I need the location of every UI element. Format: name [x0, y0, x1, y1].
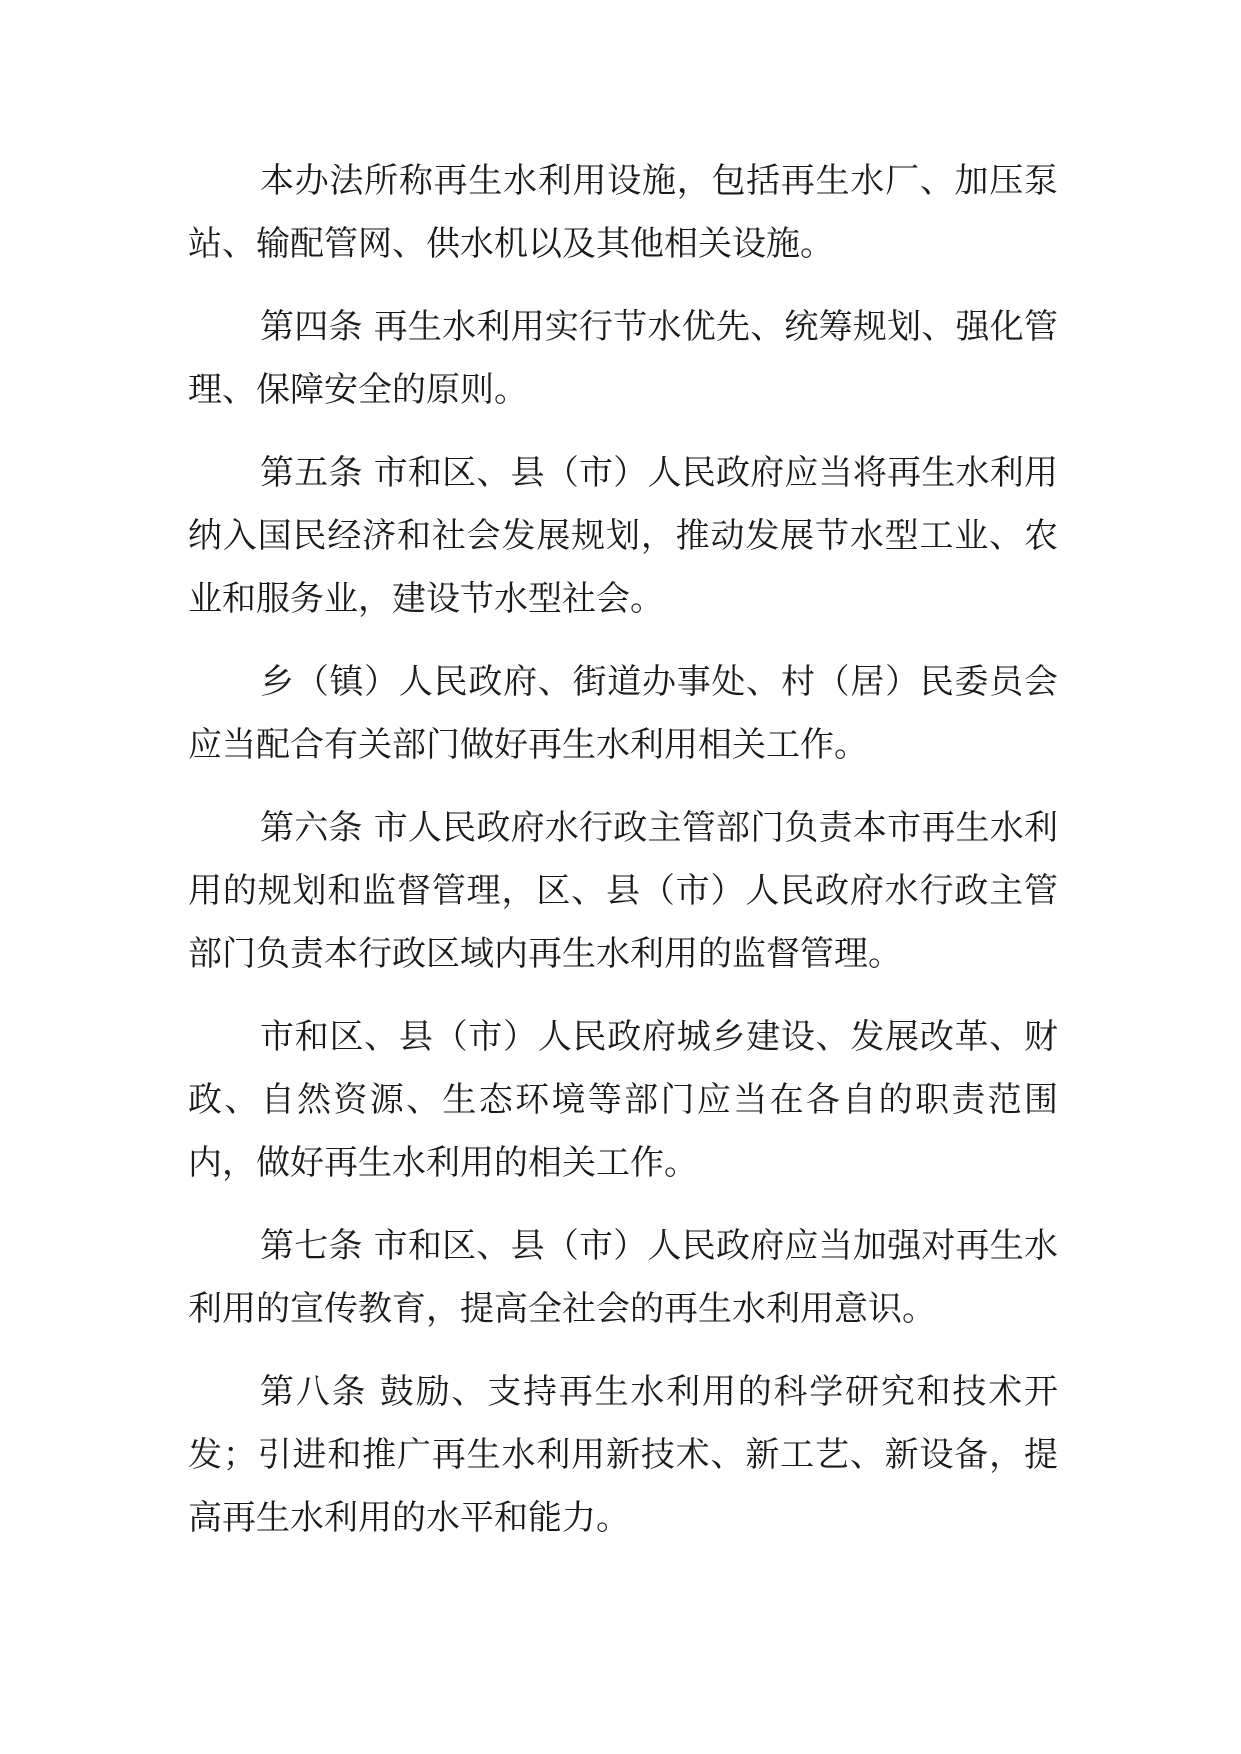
paragraph-facilities-definition: 本办法所称再生水利用设施，包括再生水厂、加压泵站、输配管网、供水机以及其他相关设施。 — [188, 161, 1058, 264]
paragraph-article-6: 第六条 市人民政府水行政主管部门负责本市再生水利用的规划和监督管理，区、县（市）人民政府水行政主管部门负责本行政区域内再生水利用的监督管理。 — [188, 808, 1058, 974]
paragraph-article-5: 第五条 市和区、县（市）人民政府应当将再生水利用纳入国民经济和社会发展规划，推动发展节水型工业、农业和服务业，建设节水型社会。 — [188, 453, 1058, 619]
paragraph-article-7: 第七条 市和区、县（市）人民政府应当加强对再生水利用的宣传教育，提高全社会的再生水利用意识。 — [188, 1226, 1058, 1329]
paragraph-article-4: 第四条 再生水利用实行节水优先、统筹规划、强化管理、保障安全的原则。 — [188, 307, 1058, 410]
paragraph-departments-duties: 市和区、县（市）人民政府城乡建设、发展改革、财政、自然资源、生态环境等部门应当在各自的职责范围内，做好再生水利用的相关工作。 — [188, 1017, 1058, 1183]
document-body — [188, 150, 1058, 1570]
paragraph-township-cooperation: 乡（镇）人民政府、街道办事处、村（居）民委员会应当配合有关部门做好再生水利用相关工作。 — [188, 662, 1058, 765]
paragraph-article-8: 第八条 鼓励、支持再生水利用的科学研究和技术开发；引进和推广再生水利用新技术、新工艺、新设备，提高再生水利用的水平和能力。 — [188, 1372, 1058, 1538]
